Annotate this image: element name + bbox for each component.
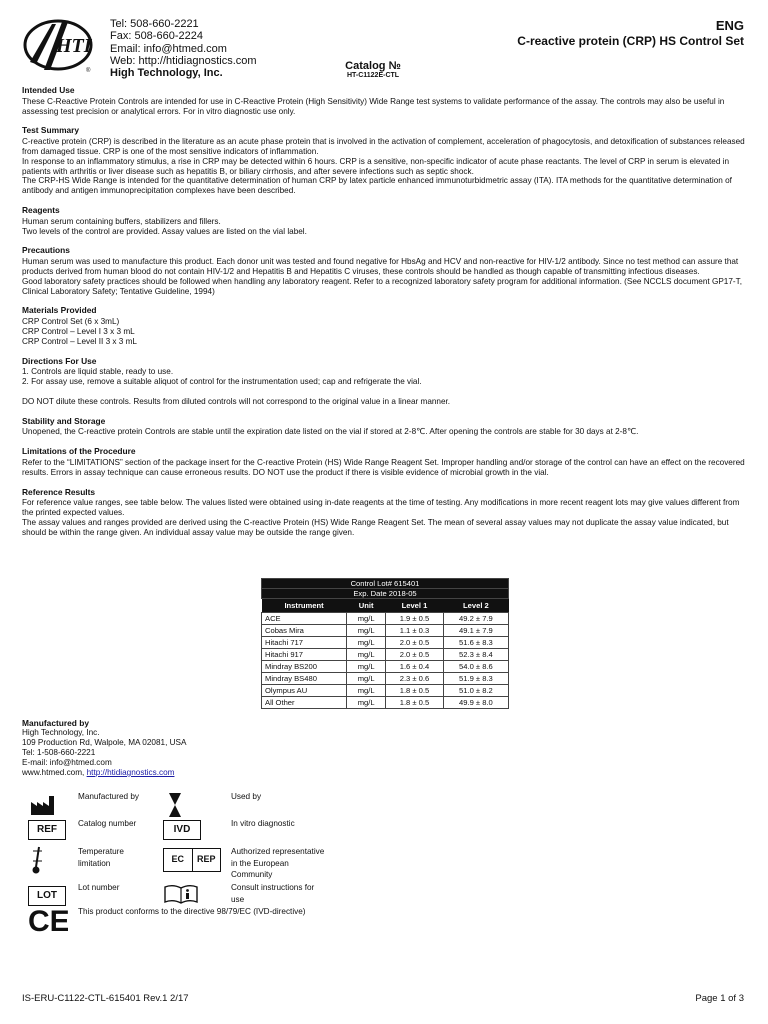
table-cell: 1.9 ± 0.5 bbox=[386, 613, 444, 625]
section-test-summary bbox=[22, 126, 746, 196]
hourglass-icon bbox=[168, 792, 182, 818]
table-cell: Hitachi 917 bbox=[262, 649, 347, 661]
instructions-book-icon bbox=[163, 884, 199, 904]
section-heading: Reagents bbox=[22, 204, 60, 215]
manufacturer-name: High Technology, Inc. bbox=[22, 728, 100, 737]
section-paragraph: DO NOT dilute these controls. Results from diluted controls will not correspond to the original value in a linear manner. bbox=[22, 396, 451, 406]
section-limitations-of-the-procedure bbox=[22, 447, 746, 477]
control-values-table bbox=[261, 578, 509, 709]
section-precautions bbox=[22, 246, 746, 296]
table-cell: 49.9 ± 8.0 bbox=[443, 697, 508, 709]
document-title: C-reactive protein (CRP) HS Control Set bbox=[517, 34, 744, 48]
manufacturer-web-plain[interactable]: www.htmed.com, bbox=[22, 768, 87, 777]
table-row bbox=[262, 625, 509, 637]
contact-tel: Tel: 508-660-2221 bbox=[110, 18, 199, 30]
section-paragraph: CRP Control – Level I 3 x 3 mL bbox=[22, 326, 135, 336]
section-paragraph: C-reactive protein (CRP) is described in the literature as an acute phase protein that is involved in the activation of complement, acceleration of phagocytosis, and detoxification of substances released from damaged tissue. CRP is one of the most sensitive indicators of inflammation. bbox=[22, 137, 745, 156]
ce-mark-lettering: CE bbox=[28, 906, 68, 934]
table-row bbox=[262, 637, 509, 649]
table-cell: 51.6 ± 8.3 bbox=[443, 637, 508, 649]
section-heading: Materials Provided bbox=[22, 305, 97, 316]
catalog-label: Catalog № bbox=[345, 60, 401, 72]
catalog-block bbox=[318, 60, 428, 79]
ce-mark-icon bbox=[28, 906, 68, 934]
section-paragraph: Refer to the “LIMITATIONS” section of the package insert for the C-reactive Protein (HS) Wide Range Reagent Set. Improper handling and/or storage of the control can have an effect on the recovered results. Errors in assay technique can cause erroneous results. DO NOT use the product if there is visible evidence of microbial growth in the vial. bbox=[22, 457, 745, 477]
table-cell: Cobas Mira bbox=[262, 625, 347, 637]
table-cell: 49.2 ± 7.9 bbox=[443, 613, 508, 625]
table-cell: 51.9 ± 8.3 bbox=[443, 673, 508, 685]
logo-lettering: HTI bbox=[56, 35, 92, 57]
table-row bbox=[262, 697, 509, 709]
hti-logo bbox=[22, 14, 94, 76]
section-paragraph: CRP Control Set (6 x 3mL) bbox=[22, 317, 120, 327]
section-reference-results bbox=[22, 488, 746, 538]
document-body bbox=[22, 86, 746, 547]
lot-icon: LOT bbox=[28, 886, 66, 906]
section-paragraph: Two levels of the control are provided. Assay values are listed on the vial label. bbox=[22, 226, 307, 236]
table-cell: Hitachi 717 bbox=[262, 637, 347, 649]
table-header-row bbox=[262, 599, 509, 613]
table-cell: 49.1 ± 7.9 bbox=[443, 625, 508, 637]
table-cell: 2.0 ± 0.5 bbox=[386, 649, 444, 661]
language-code: ENG bbox=[715, 18, 744, 33]
used-by-label: Used by bbox=[231, 792, 262, 801]
ref-icon: REF bbox=[28, 820, 66, 840]
contact-email: Email: info@htmed.com bbox=[110, 42, 227, 55]
manufacturer-heading: Manufactured by bbox=[22, 718, 90, 728]
consult-instructions-label: Consult instructions for use bbox=[231, 883, 315, 904]
section-materials-provided bbox=[22, 306, 746, 346]
table-cell: 51.0 ± 8.2 bbox=[443, 685, 508, 697]
section-paragraph: CRP Control – Level II 3 x 3 mL bbox=[22, 336, 137, 346]
table-cell: 52.3 ± 8.4 bbox=[443, 649, 508, 661]
table-cell: 1.6 ± 0.4 bbox=[386, 661, 444, 673]
lot-number-label: Lot number bbox=[78, 883, 120, 892]
section-paragraph: The CRP-HS Wide Range is intended for the quantitative determination of human CRP by latex particle enhanced immunoturbidmetric assay (ITA). ITA methods for the quantitative determination of antibody and antigen immunoprecipitation complexes have been described. bbox=[22, 176, 732, 196]
section-paragraph: Human serum containing buffers, stabilizers and fillers. bbox=[22, 216, 221, 226]
table-cell: mg/L bbox=[347, 673, 386, 685]
section-stability-and-storage bbox=[22, 417, 746, 438]
contact-fax: Fax: 508-660-2224 bbox=[110, 30, 203, 43]
svg-text:®: ® bbox=[86, 68, 91, 74]
rep-text: REP bbox=[196, 854, 216, 864]
section-paragraph: Unopened, the C-reactive protein Controls are stable until the expiration date listed on the vial if stored at 2-8℃. After opening the controls are stable for 30 days at 2-8℃. bbox=[22, 427, 639, 437]
table-cell: mg/L bbox=[347, 661, 386, 673]
footer-page-number: Page 1 of 3 bbox=[695, 993, 744, 1004]
table-cell: 1.8 ± 0.5 bbox=[386, 697, 444, 709]
section-heading: Precautions bbox=[22, 245, 70, 256]
manufacturer-email: E-mail: info@htmed.com bbox=[22, 758, 112, 767]
table-row bbox=[262, 661, 509, 673]
manufacturer-icon bbox=[30, 794, 56, 816]
section-paragraph: For reference value ranges, see table below. The values listed were obtained using in-date reagents at the time of testing. Any modifications in more recent reagent lots may give values different from the printed expected values. bbox=[22, 498, 740, 518]
thermometer-icon bbox=[30, 845, 46, 875]
manufacturer-address: 109 Production Rd, Walpole, MA 02081, USA bbox=[22, 738, 187, 747]
table-cell: Olympus AU bbox=[262, 685, 347, 697]
section-reagents bbox=[22, 206, 746, 236]
catalog-number-label: Catalog number bbox=[78, 819, 137, 828]
section-paragraph: Human serum was used to manufacture this product. Each donor unit was tested and found negative for HbsAg and HCV and non-reactive for HIV-1/2 antibody. Since no test method can assure that products derived from human blood do not contain HIV-1/2 and Hepatitis B and Hepatitis C viruses, these controls should be handled as though capable of transmitting infectious diseases. bbox=[22, 257, 739, 276]
section-paragraph: 1. Controls are liquid stable, ready to use. bbox=[22, 367, 174, 377]
manufacturer-web bbox=[22, 768, 186, 778]
table-header-cell: Instrument bbox=[262, 599, 347, 613]
table-cell: mg/L bbox=[347, 697, 386, 709]
footer-doc-id: IS-ERU-C1122-CTL-615401 Rev.1 2/17 bbox=[22, 993, 189, 1004]
table-row bbox=[262, 649, 509, 661]
table-cell: mg/L bbox=[347, 637, 386, 649]
authorized-rep-label: Authorized representative in the European Community bbox=[231, 847, 325, 879]
table-cell: Mindray BS200 bbox=[262, 661, 347, 673]
manufacturer-tel: Tel: 1-508-660-2221 bbox=[22, 748, 96, 757]
section-paragraph: These C-Reactive Protein Controls are intended for use in C-Reactive Protein (High Sensitivity) Wide Range test systems to validate performance of the assay. The controls may also be useful in assessing test precision or analytical errors. For in vitro diagnostic use only. bbox=[22, 96, 725, 116]
table-cell: ACE bbox=[262, 613, 347, 625]
temperature-limitation-label: Temperature limitation bbox=[78, 847, 124, 868]
table-row bbox=[262, 613, 509, 625]
contact-block bbox=[110, 18, 257, 79]
catalog-number: HT-C1122E-CTL bbox=[346, 72, 400, 79]
table-cell: 2.0 ± 0.5 bbox=[386, 637, 444, 649]
section-paragraph: Good laboratory safety practices should be followed when handling any laboratory reagent. Refer to a recognized laboratory safety program for additional information. (See NCCLS document GP17-T, Clinical Laboratory Safety; Tentative Guideline, 1994) bbox=[22, 276, 742, 296]
table-cell: 54.0 ± 8.6 bbox=[443, 661, 508, 673]
table-row bbox=[262, 685, 509, 697]
table-cell: Mindray BS480 bbox=[262, 673, 347, 685]
table-row bbox=[262, 673, 509, 685]
section-heading: Directions For Use bbox=[22, 355, 97, 366]
section-heading: Limitations of the Procedure bbox=[22, 446, 136, 457]
manufacturer-block bbox=[22, 718, 186, 778]
section-heading: Test Summary bbox=[22, 125, 80, 136]
section-heading: Reference Results bbox=[22, 486, 96, 497]
manufacturer-web-link[interactable]: http://htidiagnostics.com bbox=[86, 768, 175, 777]
table-caption-exp: Exp. Date 2018-05 bbox=[262, 589, 509, 599]
table-header-cell: Level 2 bbox=[443, 599, 508, 613]
manufactured-by-label: Manufactured by bbox=[78, 792, 139, 801]
table-caption-lot: Control Lot# 615401 bbox=[262, 579, 509, 589]
table-cell: 1.8 ± 0.5 bbox=[386, 685, 444, 697]
ivd-icon: IVD bbox=[163, 820, 201, 840]
conformity-label: This product conforms to the directive 98/79/EC (IVD-directive) bbox=[78, 907, 306, 916]
section-heading: Stability and Storage bbox=[22, 415, 106, 426]
table-cell: mg/L bbox=[347, 613, 386, 625]
contact-web[interactable]: Web: http://htidiagnostics.com bbox=[110, 54, 257, 67]
section-paragraph: 2. For assay use, remove a suitable aliquot of control for the instrumentation used; cap and refrigerate the vial. bbox=[22, 377, 422, 387]
ec-text: EC bbox=[164, 849, 193, 871]
section-directions-for-use bbox=[22, 357, 746, 407]
table-cell: mg/L bbox=[347, 685, 386, 697]
table-header-cell: Level 1 bbox=[386, 599, 444, 613]
table-cell: 2.3 ± 0.6 bbox=[386, 673, 444, 685]
table-cell: mg/L bbox=[347, 625, 386, 637]
section-paragraph: In response to an inflammatory stimulus, a rise in CRP may be detected within 6 hours. CRP is a sensitive, non-specific indicator of acute phase reactants. The level of CRP in serum is elevated in patients with arthritis or liver disease such as hepatitis B, or biliary cirrhosis, and after severe infections such as septic shock. bbox=[22, 156, 730, 176]
section-heading: Intended Use bbox=[22, 85, 75, 95]
section-paragraph: The assay values and ranges provided are derived using the C-reactive Protein (HS) Wide Range Reagent Set. The mean of several assay values may not duplicate the assay value indicated, but should be within the range given. An individual assay value may be outside the range given. bbox=[22, 517, 729, 537]
section-paragraph bbox=[22, 387, 746, 397]
table-header-cell: Unit bbox=[347, 599, 386, 613]
header-title-block bbox=[517, 18, 744, 48]
in-vitro-diagnostic-label: In vitro diagnostic bbox=[231, 819, 295, 828]
table-cell: 1.1 ± 0.3 bbox=[386, 625, 444, 637]
table-cell: mg/L bbox=[347, 649, 386, 661]
section-intended-use bbox=[22, 86, 746, 116]
table-cell: All Other bbox=[262, 697, 347, 709]
ec-rep-icon bbox=[163, 848, 221, 872]
company-name: High Technology, Inc. bbox=[110, 67, 223, 80]
